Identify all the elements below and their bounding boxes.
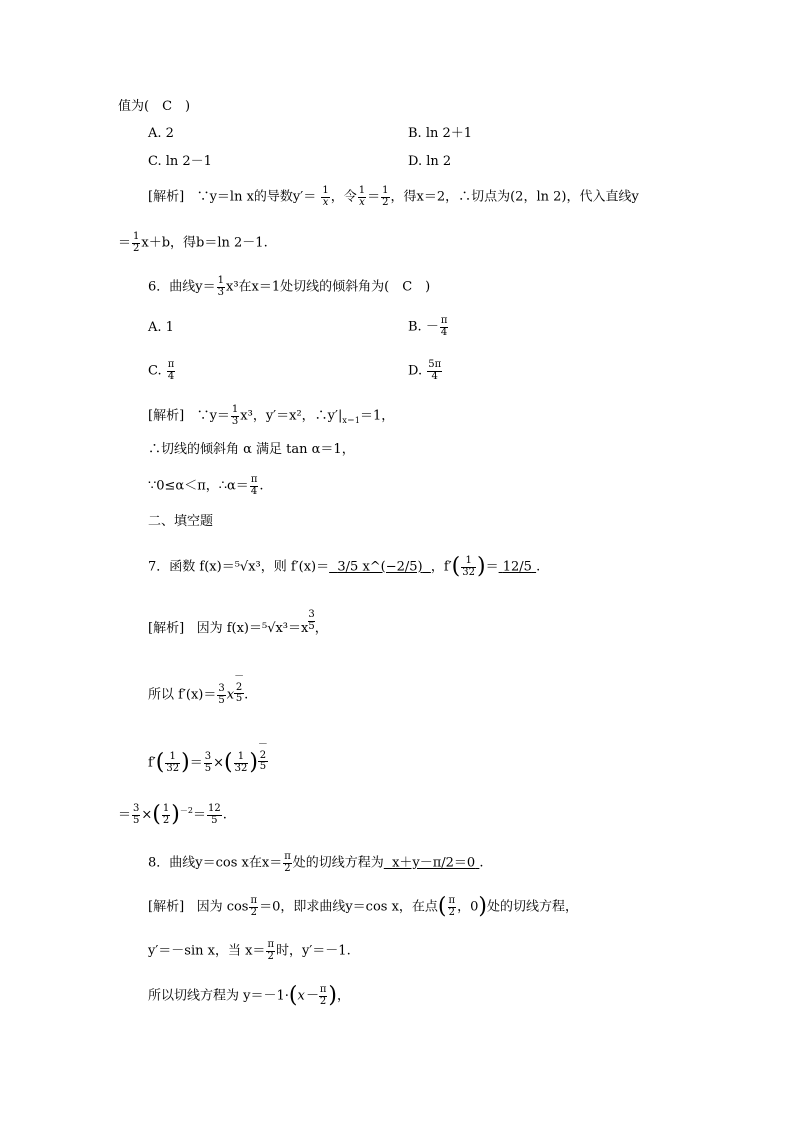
paren-left: ( xyxy=(451,554,461,579)
q7-sol-text: f′ xyxy=(148,755,156,771)
fraction: $\frac{1}{32}$ xyxy=(166,751,180,774)
fraction: $\frac{1}{32}$ xyxy=(234,751,248,774)
q7-answer-2: 12/5 xyxy=(502,559,532,575)
q5-sol-text: ，得x＝2，∴切点为(2，ln 2)，代入直线y xyxy=(390,189,639,205)
q8-stem-text: 处的切线方程为 xyxy=(292,855,384,871)
q6-sol-text: ∵0≤α＜π，∴α＝ xyxy=(148,478,249,494)
q8-sol-text: 处的切线方程， xyxy=(486,899,578,915)
fraction: $\frac{\pi}{4}$ xyxy=(167,359,175,382)
exponent: －2 xyxy=(179,806,193,816)
q7-sol-text: ＝ xyxy=(192,807,206,823)
option-text: C. xyxy=(148,363,166,379)
fraction: $\frac{1}{2}$ xyxy=(162,803,170,826)
solution-tag: [解析] xyxy=(148,408,185,424)
fraction: $\frac{1}{3}$ xyxy=(231,404,239,427)
q8-sol-text: ， xyxy=(337,988,351,1004)
solution-tag: [解析] xyxy=(148,899,185,915)
q7-answer-1: 3/5 x^(−2/5) xyxy=(337,559,423,575)
q8-sol-text: 所以切线方程为 y＝－1· xyxy=(148,988,289,1004)
paren-left: ( xyxy=(288,983,298,1008)
q5-sol-text: ，令 xyxy=(330,189,357,205)
q7-sol-text: 所以 f′(x)＝ xyxy=(148,687,217,703)
fraction: $\frac{\pi}{2}$ xyxy=(319,984,327,1007)
q6-solution-line-2: ∴切线的倾斜角 α 满足 tan α＝1， xyxy=(148,442,355,457)
q5-sol-text: x＋b，得b＝ln 2－1. xyxy=(141,235,268,251)
q8-answer: x＋y－π/2＝0 xyxy=(392,855,476,871)
paren-right: ) xyxy=(171,802,180,827)
q5-sol-text: ＝ xyxy=(367,189,381,205)
q6-sol-text: . xyxy=(259,478,264,494)
q7-solution-line-1 xyxy=(148,609,328,644)
q6-sol-text: ＝1， xyxy=(359,408,395,424)
q8-sol-text: 因为 cos xyxy=(196,899,249,915)
fraction: $\frac{\pi}{4}$ xyxy=(250,474,258,497)
fraction: $\frac{\pi}{2}$ xyxy=(267,939,275,962)
q6-stem xyxy=(148,276,430,298)
q8-sol-text: ＝0，即求曲线y＝cos x，在点 xyxy=(259,899,438,915)
q8-solution-line-3 xyxy=(148,985,350,1007)
exponent-fraction: － 2 5 xyxy=(257,739,268,772)
q7-stem-text: ，则 f′(x)＝ xyxy=(260,559,330,575)
q7-sol-text: x xyxy=(226,687,235,703)
q6-option-a: A. 1 xyxy=(148,320,174,335)
q7-sol-text: ＝x xyxy=(288,621,309,636)
paren-right: ) xyxy=(181,750,190,775)
q7-root: ⁵√x³ xyxy=(261,621,289,636)
fraction: $\frac{1}{3}$ xyxy=(217,275,224,298)
q5-option-c: C. ln 2－1 xyxy=(148,154,212,169)
q7-stem-text: 7．函数 f(x)＝ xyxy=(148,559,235,575)
fraction: $\frac{\pi}{2}$ xyxy=(284,851,291,874)
solution-tag: [解析] xyxy=(148,189,185,205)
fraction: $\frac{\pi}{4}$ xyxy=(440,315,448,338)
fraction: $\frac{1}{x}$ xyxy=(322,185,329,208)
point-coordinate: 0 xyxy=(470,899,479,915)
paren-right: ) xyxy=(478,894,487,919)
q5-stem-tail: 值为( C ) xyxy=(118,99,191,114)
exponent-fraction: $\frac{3}{5}$ xyxy=(308,609,315,632)
q7-stem-text: ，f′ xyxy=(430,559,452,575)
fraction: $\frac{1}{2}$ xyxy=(382,185,389,208)
q5-solution-line-1 xyxy=(148,186,639,208)
paren-right: ) xyxy=(477,554,486,579)
solution-tag: [解析] xyxy=(148,621,185,636)
q7-root: ⁵√x³ xyxy=(234,559,261,575)
fraction: $\frac{1}{x}$ xyxy=(358,185,366,208)
q8-stem-text: 8．曲线y＝cos x在x＝ xyxy=(148,855,283,871)
q6-solution-line-3 xyxy=(148,475,264,497)
section-heading: 二、填空题 xyxy=(148,514,214,529)
q6-option-c xyxy=(148,360,176,382)
q7-solution-line-2 xyxy=(148,671,249,717)
q5-sol-text: ∵y＝ln x的导数y′＝ xyxy=(196,189,317,205)
q5-solution-line-2 xyxy=(118,232,268,254)
q8-sol-text: y′＝－sin x，当 x＝ xyxy=(148,943,266,959)
q7-sol-text: . xyxy=(222,807,227,823)
fraction: $\frac{\pi}{2}$ xyxy=(250,895,258,918)
fraction: $\frac{3}{5}$ xyxy=(133,803,140,826)
fraction: $\frac{3}{5}$ xyxy=(218,683,225,706)
q6-sol-text: ∵y＝ xyxy=(196,408,230,424)
q5-option-d: D. ln 2 xyxy=(408,154,452,169)
option-text: D. xyxy=(408,363,427,379)
fraction: $\frac{\pi}{2}$ xyxy=(448,895,456,918)
q8-solution-line-2 xyxy=(148,940,351,962)
q8-stem xyxy=(148,852,484,874)
q8-sol-text: 时，y′＝－1. xyxy=(276,943,351,959)
q8-solution-line-1 xyxy=(148,896,578,918)
q7-sol-text: ＝ xyxy=(189,755,203,771)
fraction: $\frac{1}{32}$ xyxy=(462,555,475,578)
q8-stem-text: . xyxy=(479,855,484,871)
exponent-fraction: － 2 5 xyxy=(234,671,245,704)
q6-option-b xyxy=(408,316,449,338)
q5-option-b: B. ln 2＋1 xyxy=(408,126,473,141)
q7-stem xyxy=(148,556,540,578)
option-text: B. － xyxy=(408,319,439,335)
fraction: $\frac{1}{2}$ xyxy=(133,231,140,254)
fraction: $\frac{3}{5}$ xyxy=(204,751,212,774)
q7-solution-line-3 xyxy=(148,739,268,785)
paren-left: ( xyxy=(223,750,233,775)
paren-right: ) xyxy=(328,983,337,1008)
q7-sol-text: 因为 f(x)＝ xyxy=(196,621,262,636)
q5-sol-text: ＝ xyxy=(118,235,132,251)
q6-stem-text: x³在x＝1处切线的倾斜角为( C ) xyxy=(226,279,431,295)
paren-left: ( xyxy=(152,802,161,827)
q7-sol-text: × xyxy=(213,755,224,771)
q6-sol-text: x³，y′＝x²，∴y′| xyxy=(240,408,343,424)
q7-stem-text: ＝ xyxy=(485,559,499,575)
comma: ， xyxy=(314,621,328,636)
q7-sol-text: ＝ xyxy=(118,807,132,823)
q8-sol-text: x－ xyxy=(297,988,318,1004)
fraction: $\frac{12}{5}$ xyxy=(207,803,221,826)
fraction: $\frac{5\pi}{4}$ xyxy=(428,359,442,382)
paren-right: ) xyxy=(249,750,258,775)
comma: ， xyxy=(457,899,471,915)
q6-option-d xyxy=(408,360,443,382)
paren-left: ( xyxy=(437,894,447,919)
q5-option-a: A. 2 xyxy=(148,126,174,141)
q7-solution-line-4 xyxy=(118,804,227,826)
paren-left: ( xyxy=(155,750,165,775)
period: . xyxy=(244,687,249,703)
q7-sol-text: × xyxy=(141,807,153,823)
q6-sol-subscript: x＝1 xyxy=(342,416,360,426)
q6-stem-text: 6．曲线y＝ xyxy=(148,279,216,295)
period: . xyxy=(536,559,541,575)
q6-solution-line-1 xyxy=(148,405,394,427)
